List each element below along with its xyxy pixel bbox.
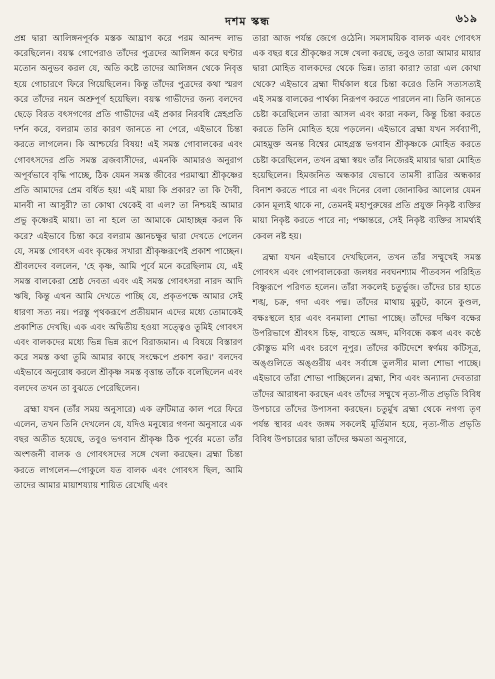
page-header bbox=[14, 10, 481, 32]
paragraph: প্রশ্ন দ্বারা আলিঙ্গনপূর্বক মস্তক আঘ্রাণ করে পরম আনন্দ লাভ করেছিলেন। বয়স্ক গোপেরাও তাঁদের পুত্রদের আলিঙ্গন করে ঘণ্টার মতোন অনুভব করল যে, অতি কষ্টে তাদের আলিঙ্গন থেকে নিবৃত্ত হয়ে গোচারণে ফিরে গিয়েছিলেন। কিন্তু তাঁদের পুত্রদের কথা স্মরণ করে তাঁদের নয়ন অশ্রুপূর্ণ হয়েছিল। বয়স্ক গাভীদের জন্য বলদেব ছেড়ে বিরত বৎসগণের প্রতি গাভীদের এই প্রকার নিরবধি স্নেহপ্রতি দর্শন করে, বলরাম তার কারণ জানতে না পেরে, এইভাবে চিন্তা করতে লাগলেন। কি আশ্চর্যের বিষয়! এই সমস্ত গোবালকের এবং গোবৎসদের প্রতি সমস্ত ব্রজবাসীদের, এমনকি আমারও অনুরাগ অপূর্বভাবে বৃদ্ধি পাচ্ছে, ঠিক যেমন সমস্ত জীবের পরমাত্মা শ্রীকৃষ্ণের প্রতি আমাদের প্রেম বর্ধিত হয়! এই মায়া কি প্রকার? তা কি দৈবী, মানবী না আসুরী? তা কোথা থেকেই বা এল? তা নিশ্চয়ই আমার প্রভু কৃষ্ণেরই মায়া। তা না হলে তা আমাকে মোহাচ্ছন্ন করল কি করে? এইভাবে চিন্তা করে বলরাম জ্ঞানচক্ষুর দ্বারা দেখতে পেলেন যে, সমস্ত গোবৎস এবং কৃষ্ণের সখারা শ্রীকৃষ্ণরূপেই প্রকাশ পাচ্ছেন। শ্রীবলদেব বললেন, 'হে কৃষ্ণ, আমি পূর্বে মনে করেছিলাম যে, এই সমস্ত বালকেরা শ্রেষ্ঠ দেবতা এবং এই সমস্ত গোবৎসরা নারদ আদি ঋষি, কিন্তু এখন আমি দেখতে পাচ্ছি যে, প্রকৃতপক্ষে আমার সেই ধারণা সত্য নয়। পরস্তু পৃথকরূপে প্রতীয়মান এদের মধ্যে তোমাকেই প্রকাশিত দেখছি। এক এবং অদ্বিতীয় হওয়া সত্ত্বেও তুমিই গোবৎস এবং বালকদের মধ্যে ভিন্ন ভিন্ন রূপে বিরাজমান। এ বিষয়ে বিস্তারণ করে সমস্ত কথা তুমি আমার কাছে সংক্ষেপে প্রকাশ কর।' বলদেব এইভাবে অনুরোধ করলে শ্রীকৃষ্ণ সমস্ত বৃত্তান্ত তাঁকে বলেছিলেন এবং বলদেব তখন তা বুঝতে পেরেছিলেন। bbox=[14, 34, 243, 394]
paragraph: ব্রহ্মা যখন এইভাবে দেখছিলেন, তখন তাঁর সম্মুখেই সমস্ত গোবৎস এবং গোপবালকেরা জলধর নবঘনশ্যাম পীতবসন পরিহিত বিষ্ণুরূপে পরিণত হলেন। তাঁরা সকলেই চতুর্ভুজ। তাঁদের চার হাতে শঙ্খ, চক্র, গদা এবং পদ্ম। তাঁদের মাথায় মুকুট, কানে কুণ্ডল, বক্ষঃস্থলে হার এবং বনমালা শোভা পাচ্ছে। তাঁদের দক্ষিণ বক্ষের উপরিভাগে শ্রীবৎস চিহ্ন, বাহুতে অঙ্গদ, মণিবন্ধে কঙ্কণ এবং কণ্ঠে কৌস্তুভ মণি এবং চরণে নূপুর। তাঁদের কটিদেশে স্বর্ণময় কটিসূত্র, অঙ্গুলিতে অঙ্গুরীয় এবং সর্বাঙ্গে তুলসীর মালা শোভা পাচ্ছে। এইভাবে তাঁরা শোভা পাচ্ছিলেন। ব্রহ্মা, শিব এবং অন্যান্য দেবতারা তাঁদের আরাধনা করছেন এবং তাঁদের সম্মুখে নৃত্য-গীত প্রভৃতি বিবিধ উপচারে তাঁদের উপাসনা করছেন। চতুর্মুখ ব্রহ্মা থেকে নগণ্য তৃণ পর্যন্ত স্থাবর এবং জঙ্গম সকলেই মূর্তিমান হয়ে, নৃত্য-গীত প্রভৃতি বিবিধ উপচারের দ্বারা তাঁদের ক্ষমতা অনুসারে, bbox=[252, 252, 481, 446]
text-columns bbox=[14, 32, 481, 500]
right-column bbox=[253, 32, 482, 500]
paragraph: তারা আজ পর্যন্ত জেগে ওঠেনি। সমসাময়িক বালক এবং গোবৎস এক বছর ধরে শ্রীকৃষ্ণের সঙ্গে খেলা করছে, তবুও তারা আমার মায়ার দ্বারা মোহিত বালকদের থেকে ভিন্ন। তারা কারা? তারা এল কোথা থেকে? এইভাবে ব্রহ্মা দীর্ঘকাল ধরে চিন্তা করেও তিনি সত্যসত্যই এই সমস্ত বালকের পার্থক্য নিরূপণ করতে পারলেন না। তিনি জানতে চেষ্টা করেছিলেন তারা আসল এবং কারা নকল, কিন্তু চিন্তা করতে করতে তিনি মোহিত হয়ে পড়লেন। এইভাবে ব্রহ্মা যখন সর্বব্যাপী, মোহমুক্ত অনন্ত বিশ্বের মোহগ্রস্ত ভগবান শ্রীকৃষ্ণকে মোহিত করতে চেষ্টা করেছিলেন, তখন ব্রহ্মা স্বয়ং তাঁর নিজেরই মায়ার দ্বারা মোহিত হয়েছিলেন। হিমজনিত অন্ধকার যেভাবে তামসী রাত্রির অন্ধকার বিনাশ করতে পারে না এবং দিনের বেলা জোনাকির আলোর যেমন কোন মূল্যই থাকে না, তেমনই মহাপুরুষের প্রতি প্রযুক্ত নিকৃষ্ট ব্যক্তির মায়া নিকৃষ্ট করতে পারে না; পক্ষান্তরে, সেই নিকৃষ্ট ব্যক্তির সামর্থ্যই কেবল নষ্ট হয়। bbox=[252, 34, 481, 242]
left-column bbox=[14, 32, 243, 500]
page-number: ৬১৯ bbox=[455, 12, 477, 25]
paragraph: ব্রহ্মা যখন (তাঁর সময় অনুসারে) এক ত্রুটিমাত্র কাল পরে ফিরে এলেন, তখন তিনি দেখলেন যে, যদিও মনুষ্যের গণনা অনুসারে এক বছর অতীত হয়েছে, তবুও ভগবান শ্রীকৃষ্ণ ঠিক পূর্বের মতো তাঁর অংশজনী বালক ও গোবৎসদের সঙ্গে খেলা করছেন। ব্রহ্মা চিন্তা করতে লাগলেন—গোকুলে যত বালক এবং গোবৎস ছিল, আমি তাদের আমার মায়াশয্যায় শায়িত রেখেছি এবং bbox=[14, 404, 243, 491]
running-head: দশম স্কন্ধ bbox=[225, 15, 270, 28]
